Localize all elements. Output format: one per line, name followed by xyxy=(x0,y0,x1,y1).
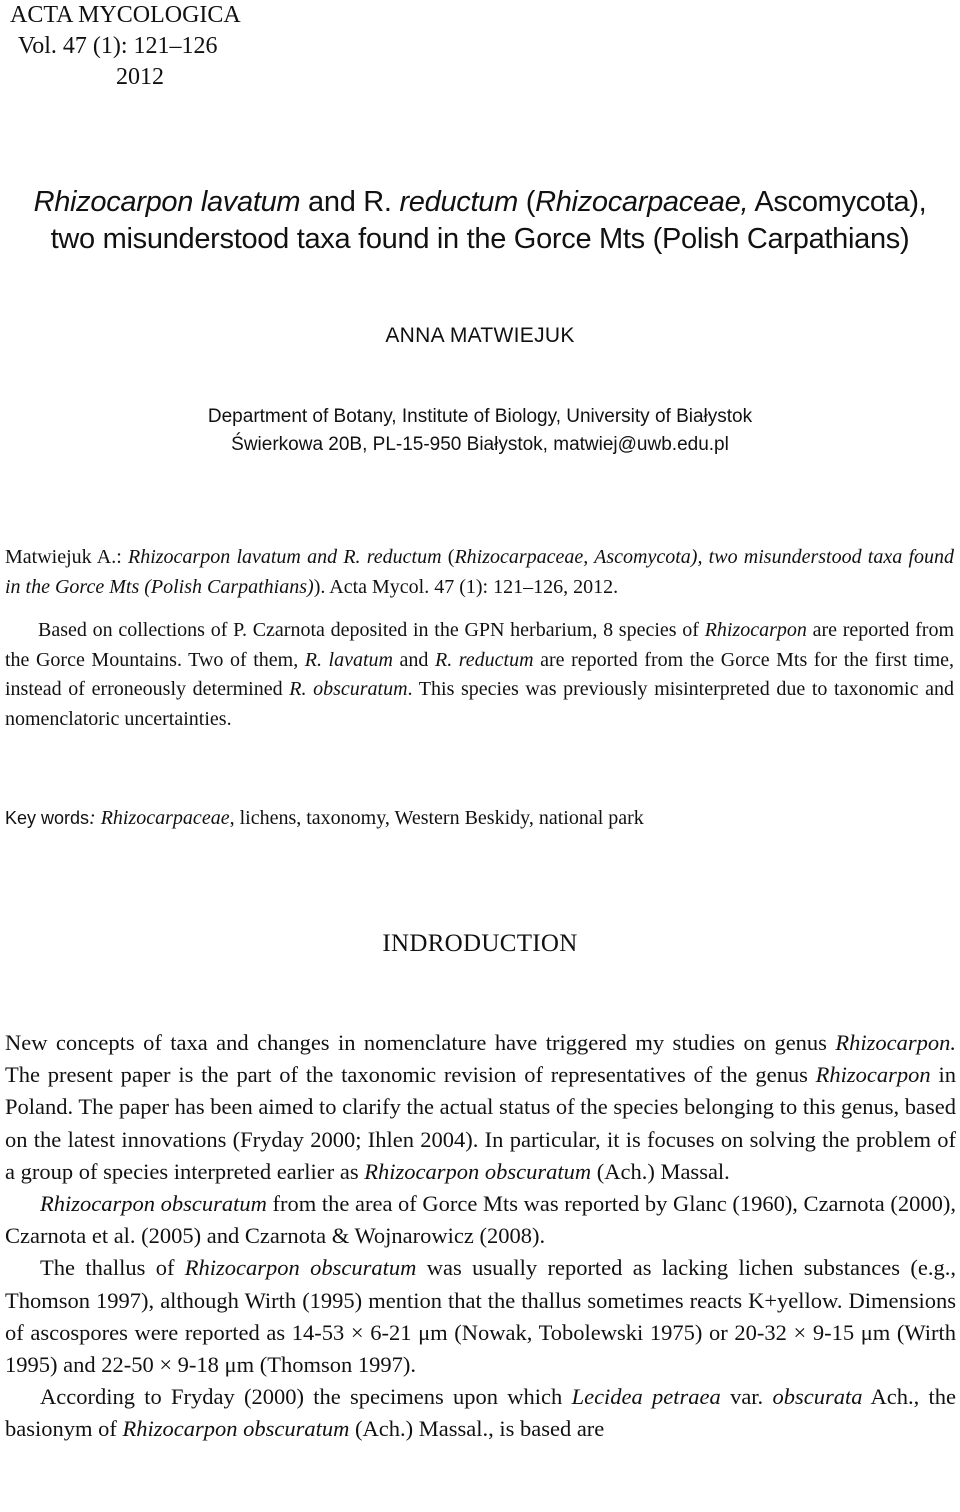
affiliation-line-2: Świerkowa 20B, PL-15-950 Białystok, matwiej@uwb.edu.pl xyxy=(231,434,729,455)
journal-name: ACTA MYCOLOGICA xyxy=(10,2,241,28)
body-paragraph-1: New concepts of taxa and changes in nomenclature have triggered my studies on genus Rhizocarpon. The present paper is the part of the taxonomic revision of representatives of the genus Rhizocarpon in Poland. The paper has been aimed to clarify the actual status of the species belonging to this genus, based on the latest innovations (Fryday 2000; Ihlen 2004). In particular, it is focuses on solving the problem of a group of species interpreted earlier as Rhizocarpon obscuratum (Ach.) Massal. xyxy=(5,1030,956,1184)
keywords-label: Key words xyxy=(5,808,90,828)
abstract-paragraph: Based on collections of P. Czarnota deposited in the GPN herbarium, 8 species of Rhizocarpon are reported from the Gorce Mountains. Two of them, R. lavatum and R. reductum are reported from the Gorce Mts for the first time, instead of erroneously determined R. obscuratum. This species was previously misinterpreted due to taxonomic and nomenclatoric uncertainties. xyxy=(5,619,955,730)
affiliation-line-1: Department of Botany, Institute of Biology, University of Białystok xyxy=(207,406,753,427)
body-text xyxy=(5,1027,956,1446)
keywords-line: Key words: Rhizocarpaceae, lichens, taxonomy, Western Beskidy, national park xyxy=(5,807,644,829)
journal-header xyxy=(10,0,241,93)
section-heading: INDRODUCTION xyxy=(382,930,578,957)
citation-paragraph: Matwiejuk A.: Rhizocarpon lavatum and R. reductum (Rhizocarpaceae, Ascomycota), two misunderstood taxa found in the Gorce Mts (Polish Carpathians)). Acta Mycol. 47 (1): 121–126, 2012. xyxy=(5,546,955,598)
article-title xyxy=(0,184,960,258)
affiliation xyxy=(0,403,960,459)
journal-volume: Vol. 47 (1): 121–126 xyxy=(18,33,218,59)
author-name: ANNA MATWIEJUK xyxy=(385,324,575,347)
body-paragraph-4: According to Fryday (2000) the specimens upon which Lecidea petraea var. obscurata Ach., the basionym of Rhizocarpon obscuratum (Ach.) Massal., is based are xyxy=(5,1384,956,1442)
title-line-1: Rhizocarpon lavatum and R. reductum (Rhizocarpaceae, Ascomycota), xyxy=(33,186,927,218)
body-paragraph-3: The thallus of Rhizocarpon obscuratum was usually reported as lacking lichen substances (e.g., Thomson 1997), although Wirth (1995) mention that the thallus sometimes reacts K+yellow. Dimensions of ascospores were reported as 14-53 × 6-21 μm (Nowak, Tobolewski 1975) or 20-32 × 9-15 μm (Wirth 1995) and 22-50 × 9-18 μm (Thomson 1997). xyxy=(5,1255,956,1378)
body-paragraph-2: Rhizocarpon obscuratum from the area of Gorce Mts was reported by Glanc (1960), Czarnota (2000), Czarnota et al. (2005) and Czarnota & Wojnarowicz (2008). xyxy=(5,1191,957,1249)
journal-year: 2012 xyxy=(116,64,164,90)
title-line-2: two misunderstood taxa found in the Gorce Mts (Polish Carpathians) xyxy=(50,223,910,255)
abstract-block xyxy=(5,543,954,734)
